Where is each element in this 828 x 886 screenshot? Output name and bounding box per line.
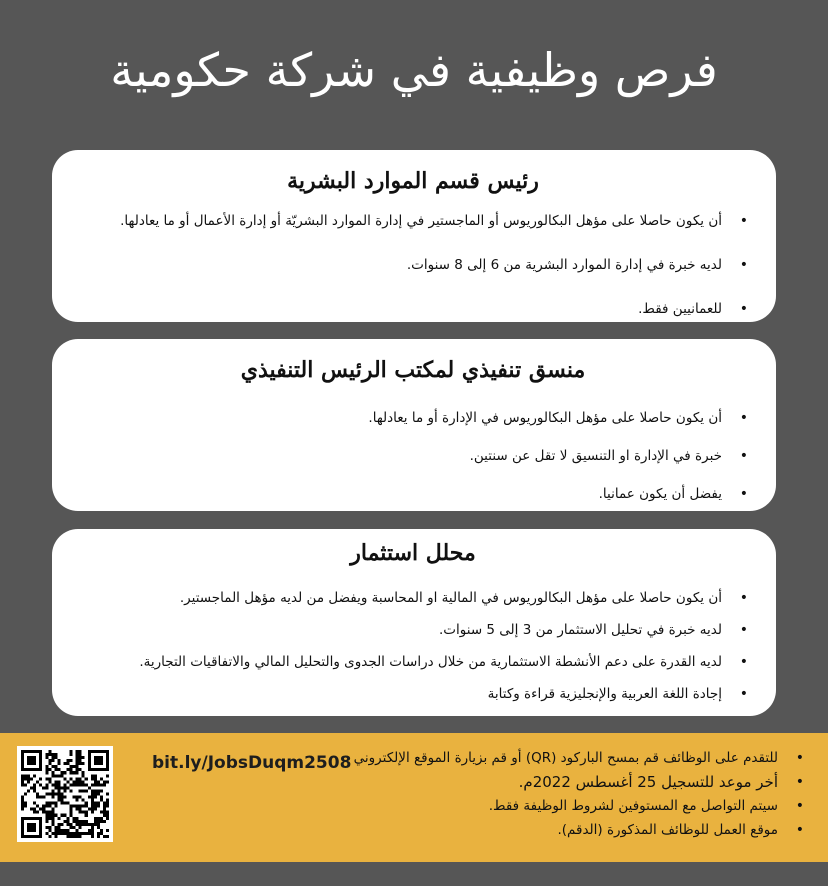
requirement-item: • لديه القدرة على دعم الأنشطة الاستثمارية من خلال دراسات الجدوى والتحليل المالي والاتفاقيات التجارية. xyxy=(76,653,750,671)
requirements-list xyxy=(76,401,750,503)
requirements-list xyxy=(76,212,750,318)
application-link[interactable]: bit.ly/JobsDuqm2508 xyxy=(152,753,352,773)
qr-code-icon[interactable] xyxy=(17,746,113,842)
requirement-item: • أن يكون حاصلا على مؤهل البكالوريوس أو الماجستير في إدارة الموارد البشريّة أو إدارة الأعمال أو ما يعادلها. xyxy=(76,212,750,230)
requirement-item: • أن يكون حاصلا على مؤهل البكالوريوس في الإدارة أو ما يعادلها. xyxy=(76,409,750,427)
requirement-item: • لديه خبرة في إدارة الموارد البشرية من 6 إلى 8 سنوات. xyxy=(76,256,750,274)
requirement-item: • يفضل أن يكون عمانيا. xyxy=(76,485,750,503)
note-item: • موقع العمل للوظائف المذكورة (الدقم). xyxy=(354,821,806,839)
job-card-investment-analyst xyxy=(52,529,776,716)
job-title: منسق تنفيذي لمكتب الرئيس التنفيذي xyxy=(240,357,586,383)
requirements-list xyxy=(76,577,750,703)
job-card-executive-coordinator xyxy=(52,339,776,511)
note-item: • سيتم التواصل مع المستوفين لشروط الوظيفة فقط. xyxy=(354,797,806,815)
requirement-item: • إجادة اللغة العربية والإنجليزية قراءة وكتابة xyxy=(76,685,750,703)
job-card-hr-head xyxy=(52,150,776,322)
requirement-item: • أن يكون حاصلا على مؤهل البكالوريوس في المالية او المحاسبة ويفضل من لديه مؤهل الماجستير. xyxy=(76,589,750,607)
application-footer xyxy=(0,733,828,862)
requirement-item: • للعمانيين فقط. xyxy=(76,300,750,318)
job-title: رئيس قسم الموارد البشرية xyxy=(287,168,539,194)
application-notes xyxy=(354,749,806,845)
requirement-item: • لديه خبرة في تحليل الاستثمار من 3 إلى 5 سنوات. xyxy=(76,621,750,639)
note-item: • أخر موعد للتسجيل 25 أغسطس 2022م. xyxy=(354,773,806,791)
note-item: • للتقدم على الوظائف قم بمسح الباركود (QR) أو قم بزيارة الموقع الإلكتروني xyxy=(354,749,806,767)
requirement-item: • خبرة في الإدارة او التنسيق لا تقل عن سنتين. xyxy=(76,447,750,465)
job-title: محلل استثمار xyxy=(350,540,476,566)
page-title: فرص وظيفية في شركة حكومية xyxy=(110,43,718,97)
